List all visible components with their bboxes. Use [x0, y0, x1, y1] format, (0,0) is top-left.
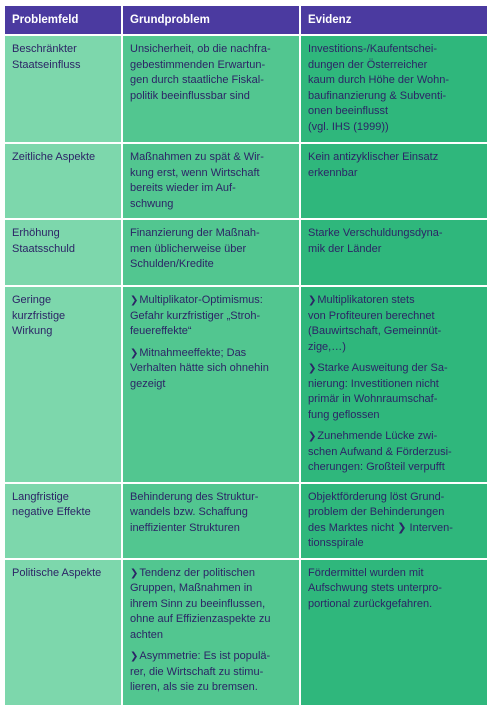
chevron-right-icon: ❯: [397, 521, 407, 534]
problemfeld-text-line: kurzfristige: [12, 309, 66, 322]
grundproblem-text-line: ❯Multiplikator-Optimismus:: [130, 294, 263, 306]
chevron-right-icon: ❯: [308, 363, 317, 374]
problemfeld-text-line: Zeitliche Aspekte: [12, 151, 96, 163]
evidenz-text-line: ❯Multiplikatoren stets: [308, 294, 415, 306]
evidenz-text-line: Aufschwung stets unterpro-: [308, 582, 442, 594]
grundproblem-text-line: Unsicherheit, ob die nachfra-: [130, 43, 271, 55]
grundproblem-text-line: lieren, als sie zu bremsen.: [130, 681, 258, 693]
grundproblem-text-line: Gruppen, Maßnahmen in: [130, 582, 253, 594]
grundproblem-paragraph: [130, 566, 292, 644]
problemfeld-text-line: Erhöhung: [12, 227, 60, 239]
evidenz-text-line: (Bauwirtschaft, Gemeinnüt-: [308, 325, 442, 337]
grundproblem-cell: [123, 484, 299, 558]
evidenz-paragraph: [308, 150, 480, 181]
evidenz-cell: [301, 484, 487, 558]
evidenz-text-line: tionsspirale: [308, 537, 364, 549]
evidenz-cell: [301, 287, 487, 482]
problemfeld-cell: [5, 287, 121, 482]
grundproblem-text-line: gen durch staatliche Fiskal-: [130, 74, 264, 86]
grundproblem-text-line: schwung: [130, 197, 174, 210]
problemfeld-text-line: Geringe: [12, 294, 52, 306]
grundproblem-paragraph: [130, 346, 292, 393]
problemfeld-cell: [5, 560, 121, 705]
grundproblem-paragraph: [130, 226, 292, 273]
grundproblem-text-line: Schulden/Kredite: [130, 258, 214, 270]
evidenz-cell: [301, 220, 487, 285]
grundproblem-text-line: men üblicherweise über: [130, 242, 247, 255]
grundproblem-text-line: Verhalten hätte sich ohnehin: [130, 362, 269, 374]
chevron-right-icon: ❯: [130, 347, 139, 359]
evidenz-text-line: zige,…): [308, 340, 346, 353]
problemfeld-text-line: Staatseinfluss: [12, 58, 81, 71]
evidenz-text-line: von Profiteuren berechnet: [308, 309, 435, 322]
evidenz-paragraph: [308, 293, 480, 355]
table-row: [5, 144, 487, 218]
evidenz-text-line: nierung: Investitionen nicht: [308, 377, 439, 390]
grundproblem-text-line: Gefahr kurzfristiger „Stroh-: [130, 309, 261, 322]
chevron-right-icon: ❯: [130, 651, 139, 662]
problemfeld-text-line: Staatsschuld: [12, 242, 75, 255]
evidenz-text-line: fung geflossen: [308, 408, 380, 421]
evidenz-text-line: Fördermittel wurden mit: [308, 566, 424, 579]
problemfeld-cell: [5, 220, 121, 285]
evidenz-text-line: Investitions-/Kaufentschei-: [308, 43, 438, 55]
header-evidenz: Evidenz: [301, 6, 487, 34]
evidenz-text-line: (vgl. IHS (1999)): [308, 120, 389, 133]
grundproblem-text-line: Behinderung des Struktur-: [130, 490, 259, 503]
header-row: [5, 6, 487, 34]
problemfeld-cell: [5, 144, 121, 218]
header-grundproblem: Grundproblem: [123, 6, 299, 34]
evidenz-paragraph: [308, 361, 480, 423]
grundproblem-cell: [123, 36, 299, 142]
evidenz-paragraph: [308, 429, 480, 476]
evidenz-cell: [301, 560, 487, 705]
grundproblem-text-line: ineffizienter Strukturen: [130, 521, 240, 534]
evidenz-text-line: kaum durch Höhe der Wohn-: [308, 74, 450, 86]
evidenz-text-line: portional zurückgefahren.: [308, 597, 433, 610]
problemfeld-cell: [5, 484, 121, 558]
problemfeld-text-line: Politische Aspekte: [12, 566, 102, 579]
grundproblem-text-line: wandels bzw. Schaffung: [130, 506, 248, 518]
evidenz-text-line: problem der Behinderungen: [308, 506, 445, 518]
comparison-table: [3, 4, 489, 707]
grundproblem-cell: [123, 144, 299, 218]
grundproblem-text-line: rer, die Wirtschaft zu stimu-: [130, 665, 264, 678]
grundproblem-text-line: Maßnahmen zu spät & Wir-: [130, 151, 264, 163]
grundproblem-paragraph: [130, 649, 292, 696]
evidenz-text-line: ❯Starke Ausweitung der Sa-: [308, 362, 448, 374]
evidenz-paragraph: [308, 566, 480, 613]
evidenz-text-line: onen beeinflusst: [308, 105, 389, 117]
evidenz-text-line: baufinanzierung & Subventi-: [308, 89, 447, 102]
problemfeld-cell: [5, 36, 121, 142]
evidenz-text-line: des Marktes nicht ❯ Interven-: [308, 521, 453, 534]
grundproblem-text-line: Finanzierung der Maßnah-: [130, 227, 260, 239]
grundproblem-text-line: ohne auf Effizienzaspekte zu: [130, 613, 271, 625]
evidenz-text-line: erkennbar: [308, 166, 358, 179]
grundproblem-cell: [123, 560, 299, 705]
grundproblem-paragraph: [130, 150, 292, 212]
problemfeld-text-line: Langfristige: [12, 490, 69, 503]
evidenz-text-line: primär in Wohnraumschaf-: [308, 393, 438, 405]
grundproblem-text-line: ❯Tendenz der politischen: [130, 566, 255, 579]
grundproblem-text-line: ❯Mitnahmeeffekte; Das: [130, 346, 247, 359]
evidenz-text-line: Objektförderung löst Grund-: [308, 490, 445, 503]
grundproblem-text-line: gezeigt: [130, 377, 166, 390]
chevron-right-icon: ❯: [130, 567, 139, 579]
evidenz-text-line: Starke Verschuldungsdyna-: [308, 227, 443, 239]
evidenz-text-line: ❯Zunehmende Lücke zwi-: [308, 430, 438, 442]
evidenz-paragraph: [308, 490, 480, 552]
grundproblem-cell: [123, 287, 299, 482]
evidenz-cell: [301, 144, 487, 218]
table-row: [5, 287, 487, 482]
grundproblem-text-line: politik beeinflussbar sind: [130, 89, 250, 102]
evidenz-text-line: dungen der Österreicher: [308, 58, 428, 71]
evidenz-paragraph: [308, 226, 480, 257]
grundproblem-paragraph: [130, 490, 292, 537]
chevron-right-icon: ❯: [308, 295, 317, 306]
grundproblem-text-line: gebestimmenden Erwartun-: [130, 58, 266, 71]
table-row: [5, 36, 487, 142]
grundproblem-cell: [123, 220, 299, 285]
problemfeld-text-line: Wirkung: [12, 325, 53, 337]
grundproblem-paragraph: [130, 293, 292, 340]
table-row: [5, 484, 487, 558]
grundproblem-text-line: ihrem Sinn zu beeinflussen,: [130, 597, 266, 610]
chevron-right-icon: ❯: [308, 431, 317, 442]
evidenz-text-line: schen Aufwand & Förderzusi-: [308, 445, 452, 458]
table-row: [5, 560, 487, 705]
grundproblem-text-line: bereits wieder im Auf-: [130, 182, 236, 194]
problemfeld-text-line: Beschränkter: [12, 43, 77, 55]
grundproblem-text-line: achten: [130, 628, 164, 641]
grundproblem-text-line: feuereffekte“: [130, 325, 192, 337]
evidenz-text-line: mik der Länder: [308, 242, 382, 255]
grundproblem-text-line: ❯Asymmetrie: Es ist populä-: [130, 650, 271, 662]
table-row: [5, 220, 487, 285]
grundproblem-paragraph: [130, 42, 292, 104]
evidenz-text-line: cherungen: Großteil verpufft: [308, 461, 445, 473]
evidenz-cell: [301, 36, 487, 142]
header-problemfeld: Problemfeld: [5, 6, 121, 34]
evidenz-text-line: Kein antizyklischer Einsatz: [308, 151, 439, 163]
evidenz-paragraph: [308, 42, 480, 135]
problemfeld-text-line: negative Effekte: [12, 506, 91, 518]
grundproblem-text-line: kung erst, wenn Wirtschaft: [130, 166, 260, 179]
chevron-right-icon: ❯: [130, 295, 139, 306]
